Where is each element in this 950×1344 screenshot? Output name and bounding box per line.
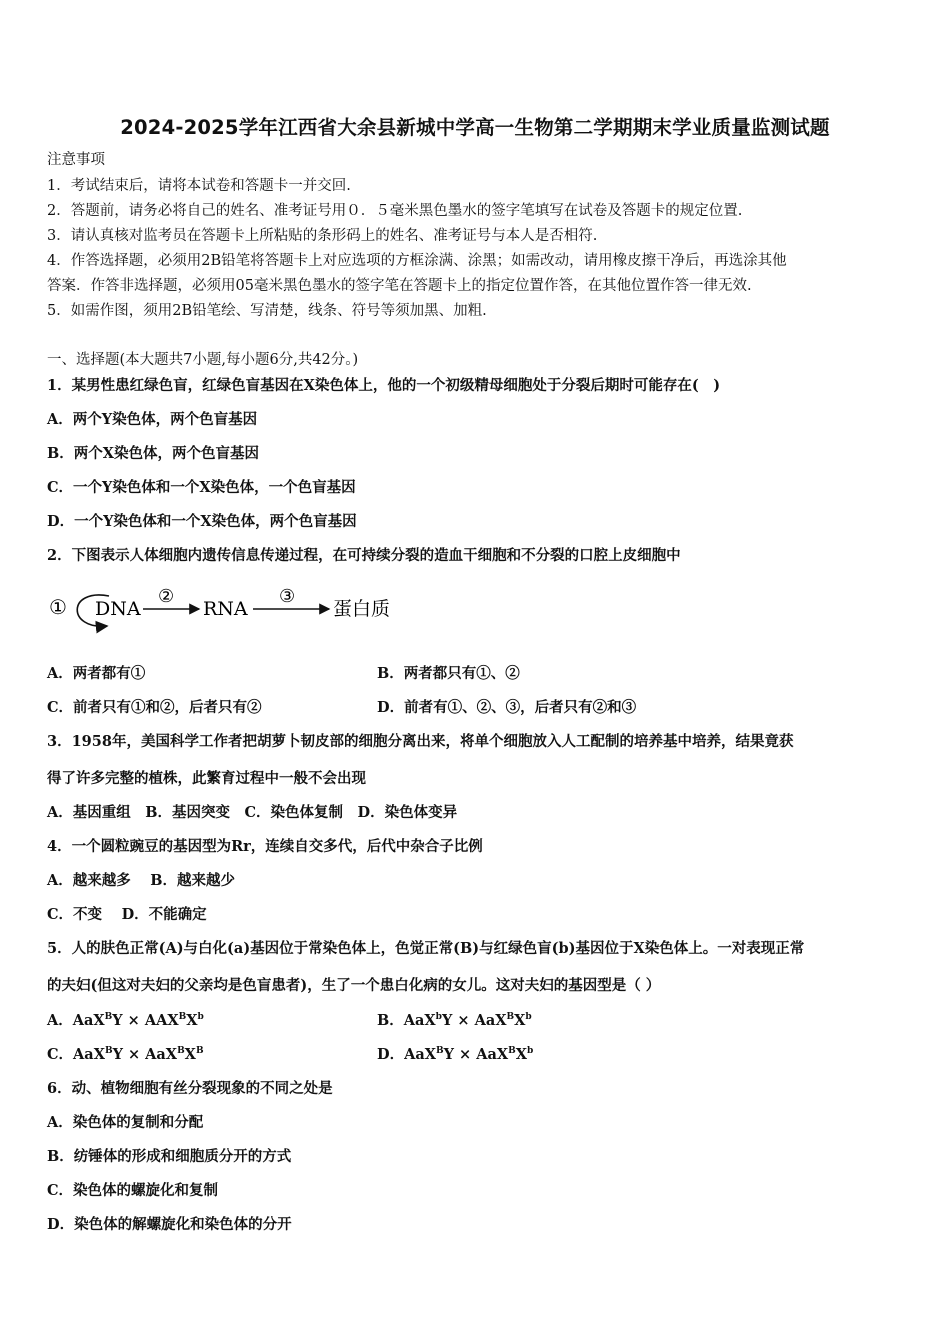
notice-item-4: 4．作答选择题，必须用2B铅笔将答题卡上对应选项的方框涂满、涂黑；如需改动，请用橡皮擦干净后，再选涂其他 — [47, 253, 787, 269]
q5-option-a: A．$AaX^BY \times AAX^BX^b$ — [47, 1012, 204, 1029]
q6-stem: 6．动、植物细胞有丝分裂现象的不同之处是 — [47, 1080, 333, 1097]
q6-option-d: D．染色体的解螺旋化和染色体的分开 — [47, 1216, 292, 1233]
q3-stem-cont: 得了许多完整的植株，此繁育过程中一般不会出现 — [47, 770, 366, 787]
q4-options-ab: A．越来越多 B．越来越少 — [47, 872, 236, 889]
q1-option-a: A．两个Y染色体，两个色盲基因 — [47, 411, 258, 428]
q5-stem-cont: 的夫妇(但这对夫妇的父亲均是色盲患者)，生了一个患白化病的女儿。这对夫妇的基因型是（ ） — [47, 977, 661, 994]
q6-option-a: A．染色体的复制和分配 — [47, 1114, 204, 1131]
notice-item-5: 5．如需作图，须用2B铅笔绘、写清楚，线条、符号等须加黑、加粗. — [47, 303, 487, 319]
transcription-label: ② — [158, 586, 175, 607]
q1-option-b: B．两个X染色体，两个色盲基因 — [47, 445, 260, 462]
page-title: 2024-2025学年江西省大余县新城中学高一生物第二学期期末学业质量监测试题 — [120, 116, 830, 139]
gene-expression-diagram — [47, 582, 407, 634]
protein-label: 蛋白质 — [333, 598, 391, 620]
q5-option-d: D．$AaX^BY \times AaX^BX^b$ — [377, 1046, 534, 1063]
translation-label: ③ — [279, 586, 296, 607]
q4-options-cd: C．不变 D．不能确定 — [47, 906, 207, 923]
q6-option-b: B．纺锤体的形成和细胞质分开的方式 — [47, 1148, 292, 1165]
q2-option-d: D．前者有①、②、③，后者只有②和③ — [377, 699, 637, 716]
notice-heading: 注意事项 — [47, 152, 105, 168]
q2-option-b: B．两者都只有①、② — [377, 665, 520, 682]
rna-label: RNA — [203, 598, 248, 620]
q5-option-b: B．$AaX^bY \times AaX^BX^b$ — [377, 1012, 532, 1029]
q4-stem: 4．一个圆粒豌豆的基因型为Rr，连续自交多代，后代中杂合子比例 — [47, 838, 483, 855]
dna-label: DNA — [95, 598, 141, 620]
q1-option-c: C．一个Y染色体和一个X染色体，一个色盲基因 — [47, 479, 356, 496]
notice-item-2: 2．答题前，请务必将自己的姓名、准考证号用０．５毫米黑色墨水的签字笔填写在试卷及答题卡的规定位置. — [47, 203, 743, 219]
notice-item-4-cont: 答案．作答非选择题，必须用05毫米黑色墨水的签字笔在答题卡上的指定位置作答，在其他位置作答一律无效. — [47, 278, 752, 294]
q5-stem: 5．人的肤色正常(A)与白化(a)基因位于常染色体上，色觉正常(B)与红绿色盲(b)基因位于X染色体上。一对表现正常 — [47, 940, 805, 957]
q3-options: A．基因重组 B．基因突变 C．染色体复制 D．染色体变异 — [47, 804, 458, 821]
notice-item-1: 1．考试结束后，请将本试卷和答题卡一并交回. — [47, 178, 351, 194]
q1-option-d: D．一个Y染色体和一个X染色体，两个色盲基因 — [47, 513, 357, 530]
q1-stem: 1．某男性患红绿色盲，红绿色盲基因在X染色体上，他的一个初级精母细胞处于分裂后期时可能存在( ) — [47, 377, 721, 394]
q2-option-a: A．两者都有① — [47, 665, 146, 682]
q2-option-c: C．前者只有①和②，后者只有② — [47, 699, 262, 716]
section-heading: 一、选择题(本大题共7小题,每小题6分,共42分。) — [47, 352, 359, 368]
q3-stem: 3．1958年，美国科学工作者把胡萝卜韧皮部的细胞分离出来，将单个细胞放入人工配制的培养基中培养，结果竟获 — [47, 733, 794, 750]
q5-option-c: C．$AaX^BY \times AaX^BX^B$ — [47, 1046, 204, 1063]
replication-label: ① — [49, 595, 67, 619]
notice-item-3: 3．请认真核对监考员在答题卡上所粘贴的条形码上的姓名、准考证号与本人是否相符. — [47, 228, 598, 244]
q2-stem: 2．下图表示人体细胞内遗传信息传递过程，在可持续分裂的造血干细胞和不分裂的口腔上皮细胞中 — [47, 547, 681, 564]
q6-option-c: C．染色体的螺旋化和复制 — [47, 1182, 219, 1199]
